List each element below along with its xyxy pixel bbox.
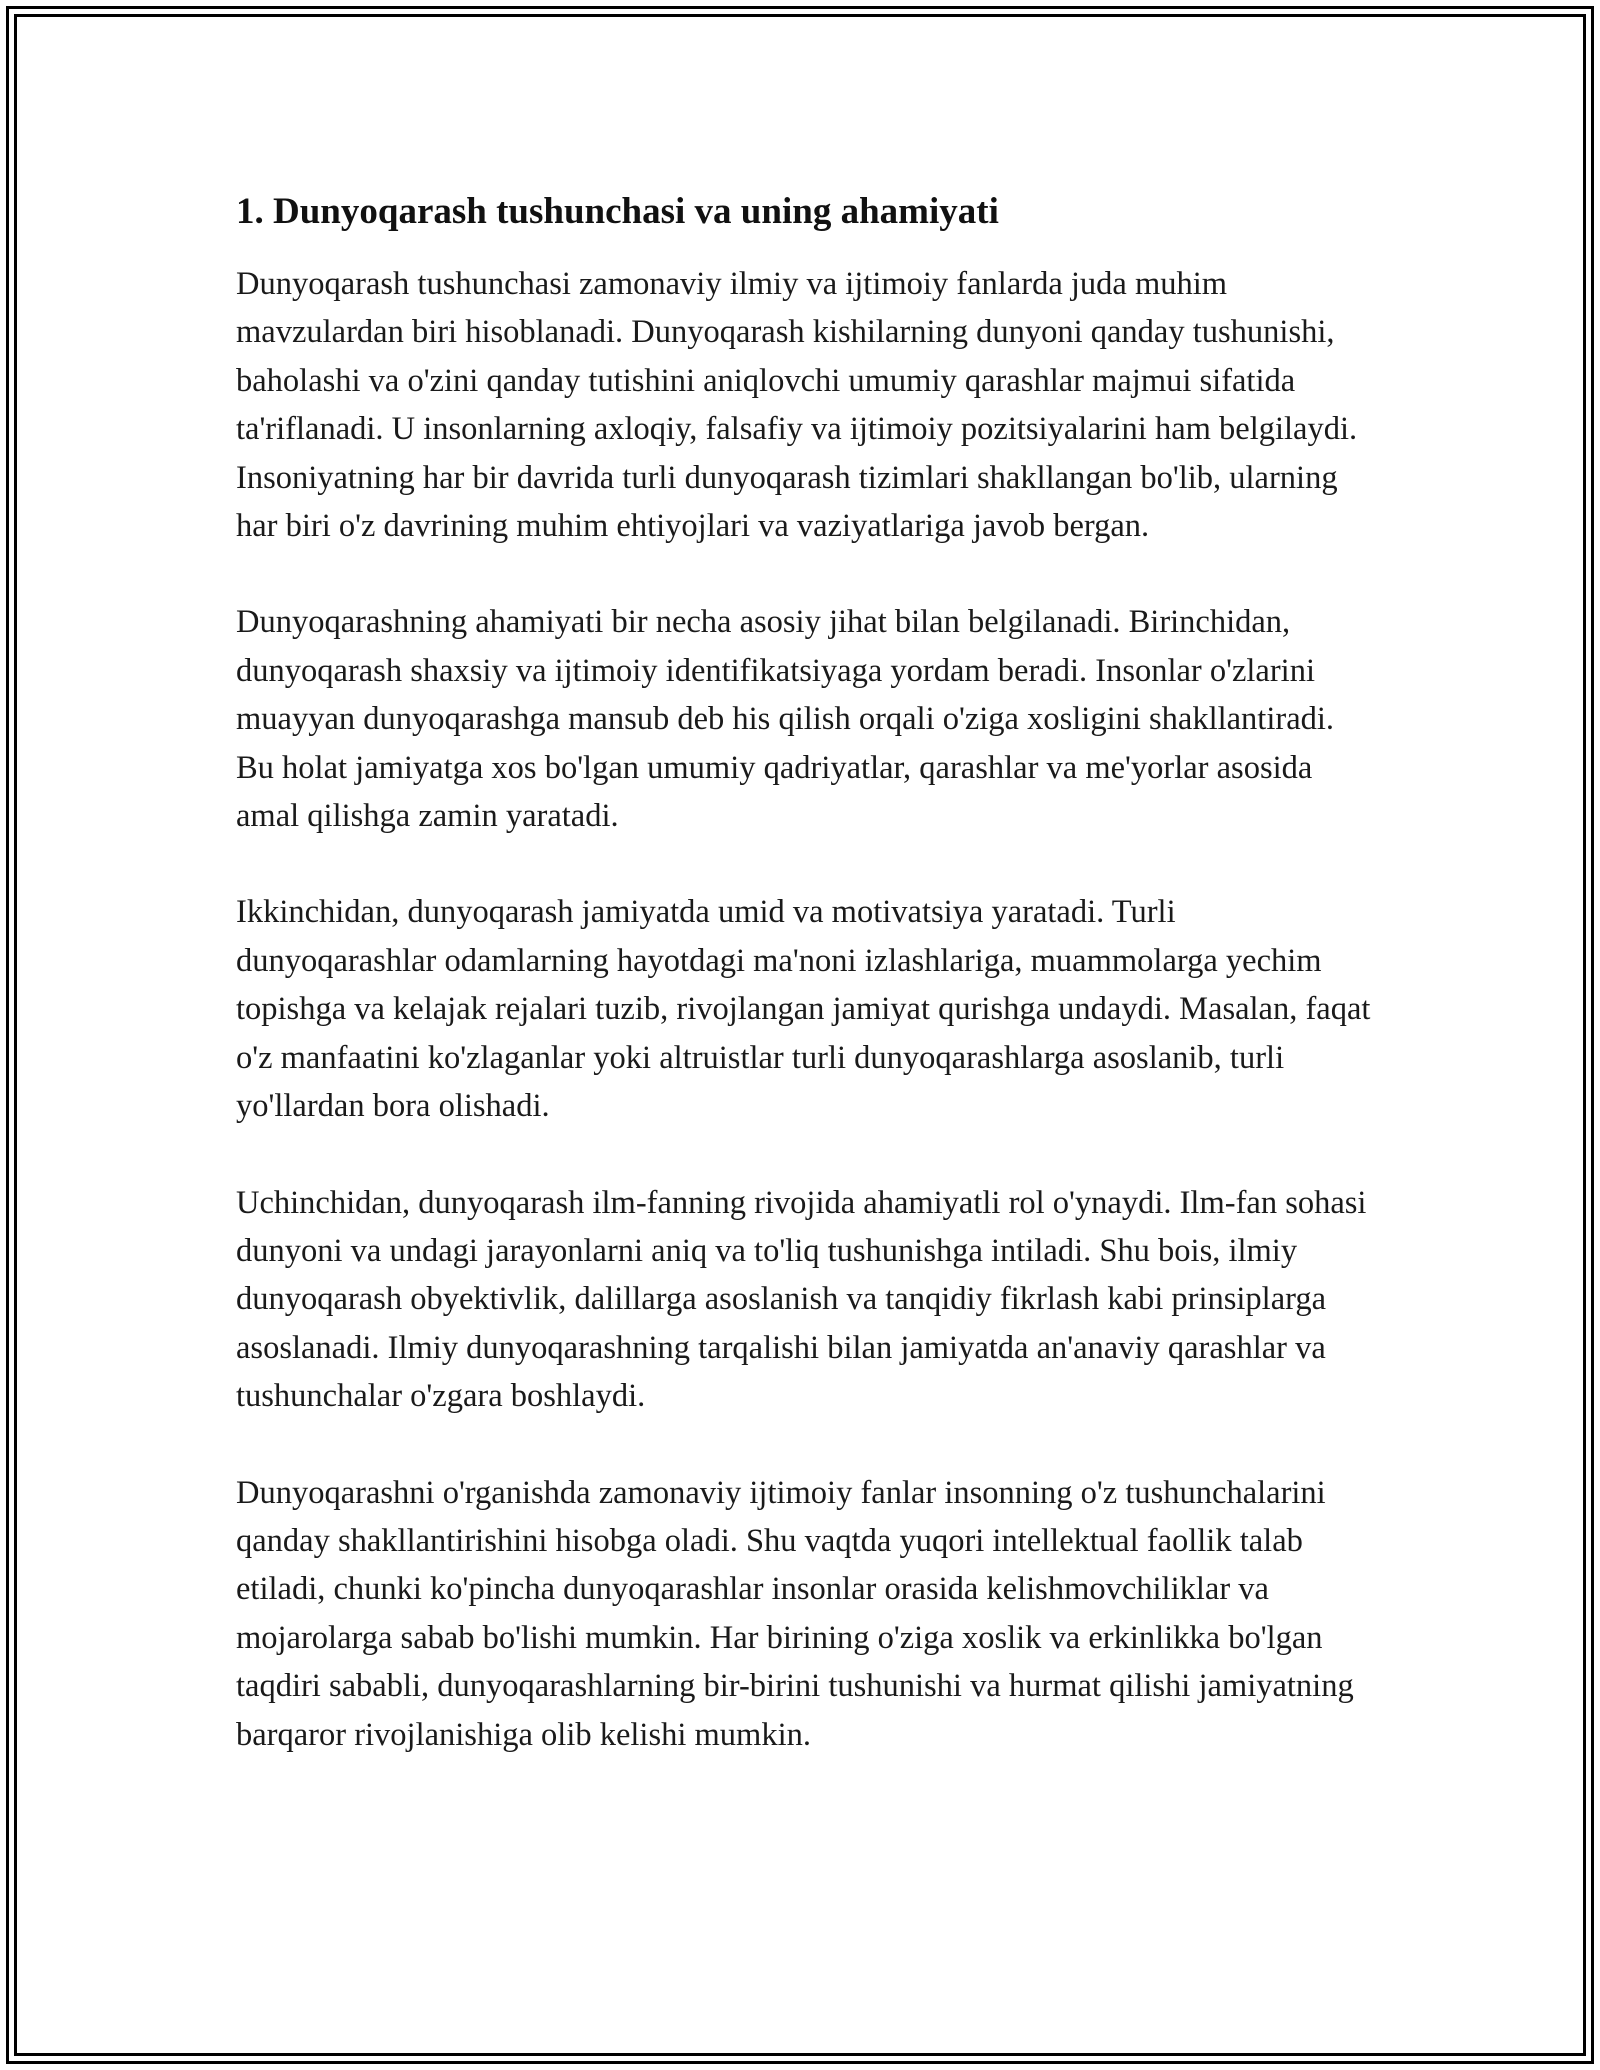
paragraph-4: Uchinchidan, dunyoqarash ilm-fanning rivojida ahamiyatli rol o'ynaydi. Ilm-fan sohasi dunyoni va undagi jarayonlarni aniq va to'liq tushunishga intiladi. Shu bois, ilmiy dunyoqarash obyektivlik, dalillarga asoslanish va tanqidiy fikrlash kabi prinsiplarga asoslanadi. Ilmiy dunyoqarashning tarqalishi bilan jamiyatda an'anaviy qarashlar va tushunchalar o'zgara boshlaydi.: [236, 1184, 1367, 1415]
paragraph-2: Dunyoqarashning ahamiyati bir necha asosiy jihat bilan belgilanadi. Birinchidan, dunyoqarash shaxsiy va ijtimoiy identifikatsiyaga yordam beradi. Insonlar o'zlarini muayyan dunyoqarashga mansub deb his qilish orqali o'ziga xosligini shakllantiradi. Bu holat jamiyatga xos bo'lgan umumiy qadriyatlar, qarashlar va me'yorlar asosida amal qilishga zamin yaratadi.: [236, 604, 1335, 835]
section-heading: 1. Dunyoqarash tushunchasi va uning ahamiyati: [236, 191, 999, 232]
paragraph-3: Ikkinchidan, dunyoqarash jamiyatda umid va motivatsiya yaratadi. Turli dunyoqarashlar odamlarning hayotdagi ma'noni izlashlariga, muammolarga yechim topishga va kelajak rejalari tuzib, rivojlangan jamiyat qurishga undaydi. Masalan, faqat o'z manfaatini ko'zlaganlar yoki altruistlar turli dunyoqarashlarga asoslanib, turli yo'llardan bora olishadi.: [236, 894, 1371, 1125]
document-body: [236, 188, 1376, 1759]
paragraph-5: Dunyoqarashni o'rganishda zamonaviy ijtimoiy fanlar insonning o'z tushunchalarini qanday shakllantirishini hisobga oladi. Shu vaqtda yuqori intellektual faollik talab etiladi, chunki ko'pincha dunyoqarashlar insonlar orasida kelishmovchiliklar va mojarolarga sabab bo'lishi mumkin. Har birining o'ziga xoslik va erkinlikka bo'lgan taqdiri sababli, dunyoqarashlarning bir-birini tushunishi va hurmat qilishi jamiyatning barqaror rivojlanishiga olib kelishi mumkin.: [236, 1474, 1354, 1753]
paragraph-1: Dunyoqarash tushunchasi zamonaviy ilmiy va ijtimoiy fanlarda juda muhim mavzulardan biri hisoblanadi. Dunyoqarash kishilarning dunyoni qanday tushunishi, baholashi va o'zini qanday tutishini aniqlovchi umumiy qarashlar majmui sifatida ta'riflanadi. U insonlarning axloqiy, falsafiy va ijtimoiy pozitsiyalarini ham belgilaydi. Insoniyatning har bir davrida turli dunyoqarash tizimlari shakllangan bo'lib, ularning har biri o'z davrining muhim ehtiyojlari va vaziyatlariga javob bergan.: [236, 266, 1358, 545]
